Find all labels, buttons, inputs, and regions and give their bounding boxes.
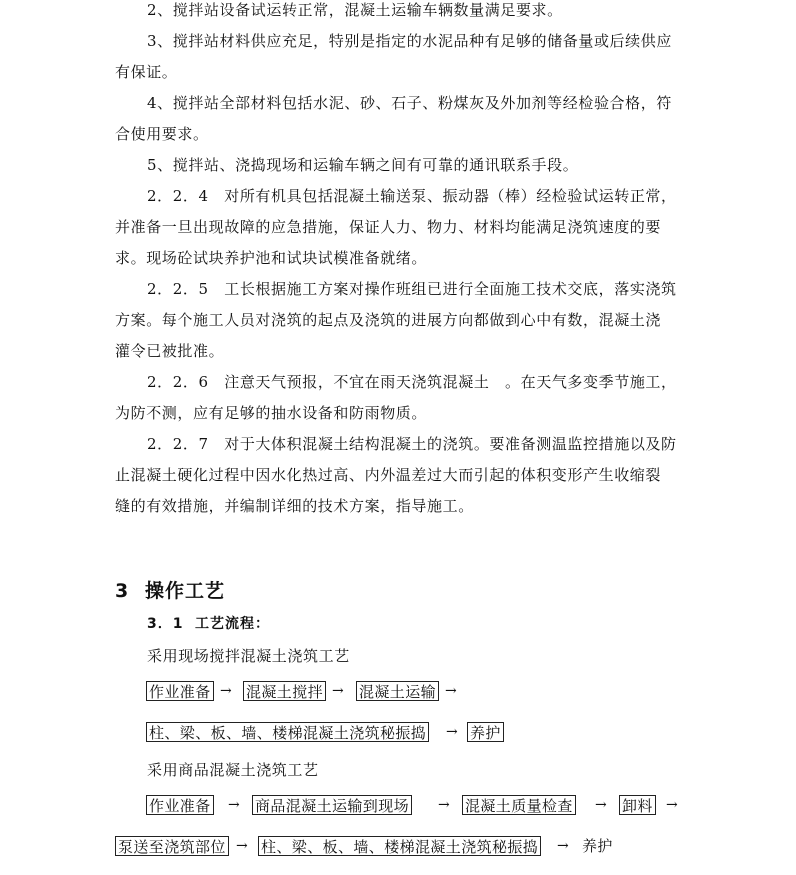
flow1-step: 混凝土搅拌 [243, 681, 326, 701]
arrow-right-icon: → [228, 797, 240, 813]
paragraph-line: 方案。每个施工人员对浇筑的起点及浇筑的进展方向都做到心中有数，混凝土浇 [115, 311, 662, 329]
flow2-step: 商品混凝土运输到现场 [252, 795, 412, 815]
flow1-step: 混凝土运输 [356, 681, 439, 701]
paragraph-line: 2．2．4 对所有机具包括混凝土输送泵、振动器（棒）经检验试运转正常， [147, 187, 677, 205]
paragraph-line: 灌令已被批准。 [115, 342, 225, 360]
paragraph-line: 并准备一旦出现故障的应急措施，保证人力、物力、材料均能满足浇筑速度的要 [115, 218, 662, 236]
arrow-right-icon: → [332, 683, 344, 699]
arrow-right-icon: → [595, 797, 607, 813]
flow1-step: 柱、梁、板、墙、楼梯混凝土浇筑秘振捣 [146, 722, 429, 742]
arrow-right-icon: → [445, 683, 457, 699]
subsection-title: 工艺流程： [195, 616, 270, 632]
arrow-right-icon: → [236, 838, 248, 854]
paragraph-line: 止混凝土硬化过程中因水化热过高、内外温差过大而引起的体积变形产生收缩裂 [115, 466, 662, 484]
paragraph-line: 2．2．6 注意天气预报，不宜在雨天浇筑混凝土 。在天气多变季节施工， [147, 373, 677, 391]
arrow-right-icon: → [446, 724, 458, 740]
paragraph-line: 2．2．5 工长根据施工方案对操作班组已进行全面施工技术交底，落实浇筑 [147, 280, 677, 298]
flow2-step: 卸料 [619, 795, 656, 815]
section-heading [115, 576, 225, 603]
flow2-step: 柱、梁、板、墙、楼梯混凝土浇筑秘振捣 [258, 836, 541, 856]
paragraph-line: 有保证。 [115, 63, 178, 81]
arrow-right-icon: → [557, 838, 569, 854]
section-title: 操作工艺 [145, 580, 226, 602]
arrow-right-icon: → [666, 797, 678, 813]
subsection-heading [147, 613, 270, 633]
paragraph-line: 缝的有效措施，并编制详细的技术方案，指导施工。 [115, 497, 474, 515]
flow1-step: 养护 [467, 722, 504, 742]
flow2-step: 养护 [582, 837, 613, 855]
section-number: 3 [115, 580, 130, 602]
arrow-right-icon: → [438, 797, 450, 813]
paragraph-line: 2．2．7 对于大体积混凝土结构混凝土的浇筑。要准备测温监控措施以及防 [147, 435, 677, 453]
paragraph-line: 4、搅拌站全部材料包括水泥、砂、石子、粉煤灰及外加剂等经检验合格，符 [147, 94, 672, 112]
flow2-step: 作业准备 [146, 795, 214, 815]
flow1-caption: 采用现场搅拌混凝土浇筑工艺 [147, 647, 350, 665]
arrow-right-icon: → [220, 683, 232, 699]
flow2-caption: 采用商品混凝土浇筑工艺 [147, 761, 319, 779]
paragraph-line: 合使用要求。 [115, 125, 209, 143]
flow2-step: 混凝土质量检查 [462, 795, 576, 815]
paragraph-line: 5、搅拌站、浇捣现场和运输车辆之间有可靠的通讯联系手段。 [147, 156, 579, 174]
paragraph-line: 2、搅拌站设备试运转正常，混凝土运输车辆数量满足要求。 [147, 1, 563, 19]
paragraph-line: 3、搅拌站材料供应充足，特别是指定的水泥品种有足够的储备量或后续供应 [147, 32, 672, 50]
flow2-step: 泵送至浇筑部位 [115, 836, 229, 856]
subsection-number: 3．1 [147, 616, 184, 632]
flow1-step: 作业准备 [146, 681, 214, 701]
paragraph-line: 求。现场砼试块养护池和试块试模准备就绪。 [115, 249, 428, 267]
paragraph-line: 为防不测，应有足够的抽水设备和防雨物质。 [115, 404, 428, 422]
